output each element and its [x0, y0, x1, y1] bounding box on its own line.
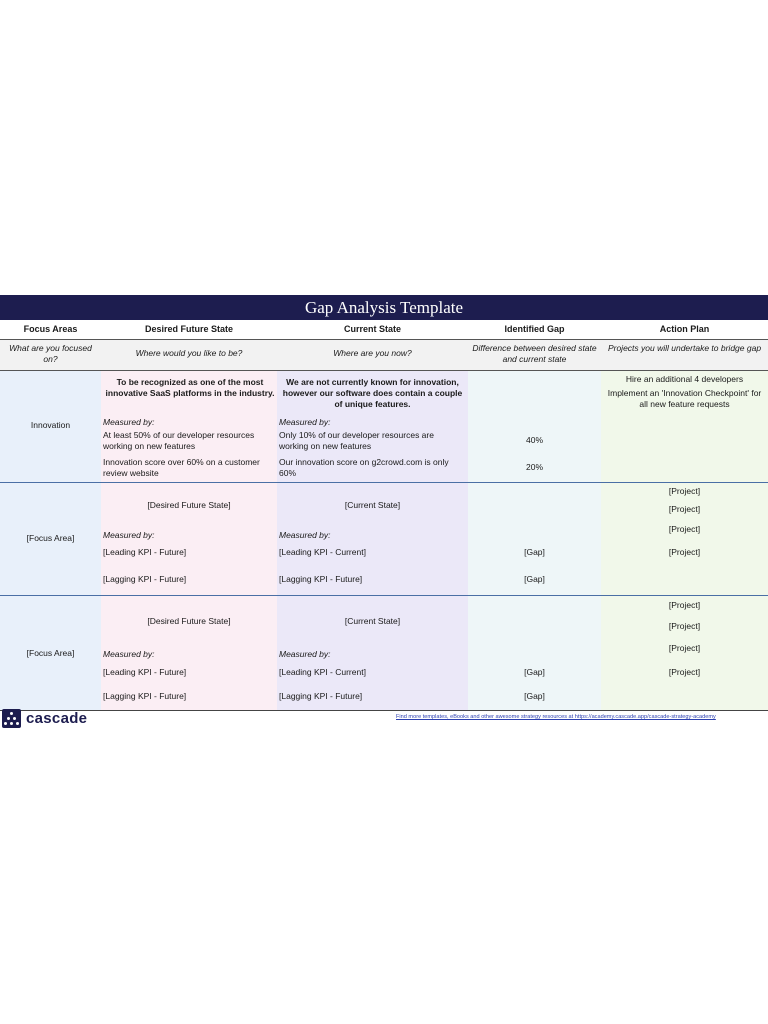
current-measured-label: Measured by: — [279, 417, 331, 427]
project-item: [Project] — [668, 486, 701, 496]
subheader-action-plan: Projects you will undertake to bridge gap — [607, 343, 762, 353]
current-statement: We are not currently known for innovation, however our software does contain a couple of unique features. — [282, 377, 463, 409]
subheader-focus-areas: What are you focused on? — [9, 343, 92, 364]
current-measured-label: Measured by: — [279, 530, 331, 540]
project-item: [Project] — [668, 643, 701, 653]
page-title: Gap Analysis Template — [0, 295, 768, 320]
identified-gap-cell — [468, 596, 601, 710]
current-statement: [Current State] — [344, 500, 401, 510]
subheader-current-state: Where are you now? — [333, 348, 412, 358]
project-item: [Project] — [668, 504, 701, 514]
current-kpi-lagging: [Lagging KPI - Future] — [279, 691, 363, 701]
desired-kpi-lagging: Innovation score over 60% on a customer review website — [103, 457, 260, 478]
current-kpi-lagging: [Lagging KPI - Future] — [279, 574, 363, 584]
focus-area-label: Innovation — [30, 420, 71, 430]
desired-state-cell — [101, 483, 277, 595]
project-item: [Project] — [668, 600, 701, 610]
cascade-logo-text: cascade — [26, 710, 88, 727]
project-item: [Project] — [668, 524, 701, 534]
desired-kpi-lagging: [Lagging KPI - Future] — [103, 574, 187, 584]
desired-kpi-lagging: [Lagging KPI - Future] — [103, 691, 187, 701]
subheader-desired-future-state: Where would you like to be? — [135, 348, 243, 358]
desired-measured-label: Measured by: — [103, 649, 155, 659]
gap-value: 20% — [525, 462, 543, 472]
table-row — [0, 596, 768, 711]
action-plan-cell — [601, 596, 768, 710]
current-state-cell — [277, 371, 468, 482]
header-focus-areas: Focus Areas — [23, 324, 78, 334]
subheader-identified-gap: Difference between desired state and current state — [472, 343, 597, 364]
desired-state-cell — [101, 371, 277, 482]
project-item: [Project] — [668, 621, 701, 631]
action-plan-cell — [601, 483, 768, 595]
header-identified-gap: Identified Gap — [504, 324, 565, 334]
action-item: Implement an 'Innovation Checkpoint' for all new feature requests — [607, 388, 762, 409]
focus-area-cell — [0, 483, 101, 595]
header-desired-future-state: Desired Future State — [144, 324, 234, 334]
desired-kpi-leading: At least 50% of our developer resources working on new features — [103, 430, 255, 451]
header-action-plan: Action Plan — [659, 324, 710, 334]
project-item: [Project] — [668, 547, 701, 557]
gap-analysis-sheet — [0, 295, 768, 711]
current-state-cell — [277, 483, 468, 595]
current-statement: [Current State] — [344, 616, 401, 626]
column-header-row — [0, 320, 768, 340]
desired-statement: [Desired Future State] — [147, 500, 231, 510]
focus-area-label: [Focus Area] — [26, 533, 75, 543]
focus-area-cell — [0, 596, 101, 710]
table-row — [0, 483, 768, 596]
cascade-logo — [2, 709, 87, 728]
gap-value: [Gap] — [524, 547, 545, 557]
gap-value: 40% — [525, 435, 543, 445]
header-current-state: Current State — [343, 324, 401, 334]
identified-gap-cell — [468, 483, 601, 595]
current-state-cell — [277, 596, 468, 710]
action-plan-cell — [601, 371, 768, 482]
footer — [0, 706, 768, 732]
gap-value: [Gap] — [524, 667, 545, 677]
cascade-logo-icon — [2, 709, 21, 728]
column-subheader-row — [0, 340, 768, 371]
focus-area-cell — [0, 371, 101, 482]
desired-measured-label: Measured by: — [103, 417, 155, 427]
focus-area-label: [Focus Area] — [26, 648, 75, 658]
table-row — [0, 371, 768, 483]
project-item: [Project] — [668, 667, 701, 677]
current-kpi-leading: [Leading KPI - Current] — [279, 667, 366, 677]
gap-value: [Gap] — [524, 691, 545, 701]
resources-link[interactable]: Find more templates, eBooks and other awesome strategy resources at https://academy.cascade.app/cascade-strategy-academy — [396, 714, 716, 720]
current-kpi-lagging: Our innovation score on g2crowd.com is only 60% — [279, 457, 449, 478]
desired-state-cell — [101, 596, 277, 710]
desired-kpi-leading: [Leading KPI - Future] — [103, 547, 187, 557]
gap-value: [Gap] — [524, 574, 545, 584]
identified-gap-cell — [468, 371, 601, 482]
desired-kpi-leading: [Leading KPI - Future] — [103, 667, 187, 677]
current-kpi-leading: Only 10% of our developer resources are working on new features — [279, 430, 434, 451]
desired-statement: [Desired Future State] — [147, 616, 231, 626]
action-item: Hire an additional 4 developers — [625, 374, 744, 384]
current-kpi-leading: [Leading KPI - Current] — [279, 547, 366, 557]
desired-measured-label: Measured by: — [103, 530, 155, 540]
current-measured-label: Measured by: — [279, 649, 331, 659]
desired-statement: To be recognized as one of the most innovative SaaS platforms in the industry. — [105, 377, 275, 398]
